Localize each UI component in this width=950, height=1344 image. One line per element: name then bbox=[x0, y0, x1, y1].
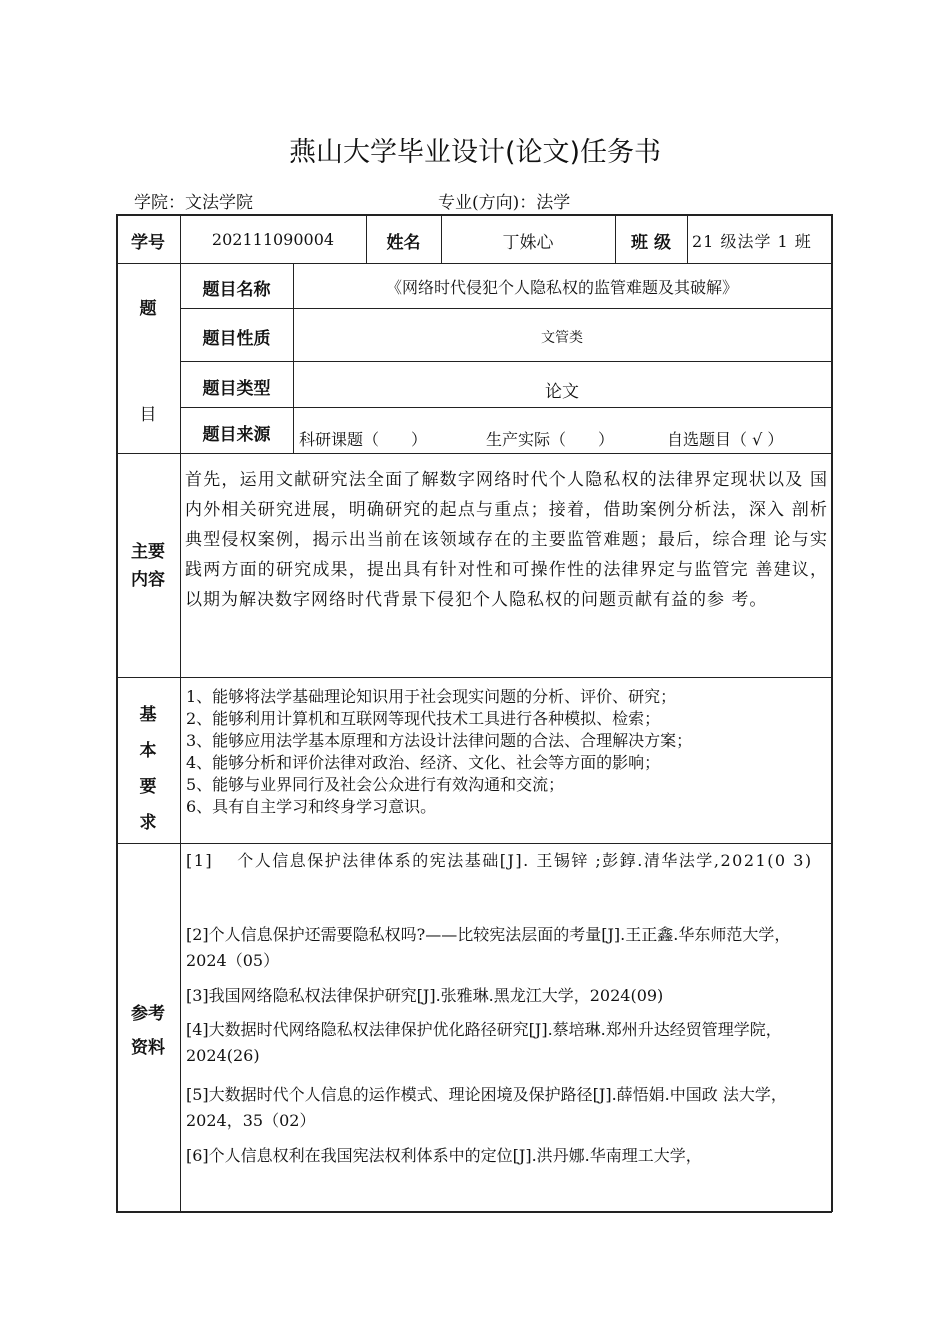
requirements-label-char: 求 bbox=[139, 813, 157, 833]
content-label-line2: 内容 bbox=[131, 570, 165, 590]
topic-source-label: 题目来源 bbox=[202, 425, 271, 445]
topic-type-value: 论文 bbox=[545, 382, 579, 402]
name-value: 丁姝心 bbox=[502, 233, 554, 253]
requirements-label-char: 要 bbox=[139, 777, 157, 797]
requirements-label-char: 本 bbox=[139, 741, 157, 761]
content-text: 首先，运用文献研究法全面了解数字网络时代个人隐私权的法律界定现状以及 国内外相关研究进展，明确研究的起点与重点；接着，借助案例分析法，深入 剖析典型侵权案例，揭示出当前在该领域存在的主要监管难题；最后，综合理 论与实践两方面的研究成果，提出具有针对性和可操作性的法律界定与监管完 善建议，以期为解决数字网络时代背景下侵犯个人隐私权的问题贡献有益的参 考。 bbox=[185, 470, 828, 610]
reference-item: [6]个人信息权利在我国宪法权利体系中的定位[J].洪丹娜.华南理工大学， bbox=[186, 1146, 702, 1165]
requirements-label bbox=[116, 697, 180, 841]
references-label-line2: 资料 bbox=[131, 1038, 165, 1058]
class-value: 21 级法学 1 班 bbox=[692, 232, 812, 251]
topic-section-char2: 目 bbox=[139, 405, 157, 425]
student-id-label: 学号 bbox=[131, 233, 165, 253]
requirements-list bbox=[186, 686, 826, 818]
topic-section-char1: 题 bbox=[139, 299, 157, 319]
requirement-item: 3、能够应用法学基本原理和方法设计法律问题的合法、合理解决方案； bbox=[186, 731, 693, 750]
requirements-label-char: 基 bbox=[139, 705, 157, 725]
reference-item: [5]大数据时代个人信息的运作模式、理论困境及保护路径[J].薛悟娟.中国政 法大学，2024，35（02） bbox=[186, 1085, 787, 1130]
topic-type-label: 题目类型 bbox=[202, 379, 271, 399]
college: 学院：文法学院 bbox=[134, 193, 253, 213]
page-title: 燕山大学毕业设计(论文)任务书 bbox=[288, 137, 662, 168]
reference-item: [1] 个人信息保护法律体系的宪法基础[J]. 王锡锌 ;彭錞.清华法学,2021(0 3) bbox=[186, 851, 813, 870]
requirement-item: 5、能够与业界同行及社会公众进行有效沟通和交流； bbox=[186, 775, 565, 794]
reference-item: [3]我国网络隐私权法律保护研究[J].张雅琳.黑龙江大学，2024(09) bbox=[186, 986, 664, 1005]
major: 专业(方向)：法学 bbox=[438, 193, 571, 213]
source-option-production: 生产实际（ ） bbox=[486, 430, 615, 449]
requirement-item: 4、能够分析和评价法律对政治、经济、文化、社会等方面的影响； bbox=[186, 753, 661, 772]
content-label-line1: 主要 bbox=[131, 542, 165, 562]
requirement-item: 1、能够将法学基础理论知识用于社会现实问题的分析、评价、研究； bbox=[186, 687, 677, 706]
class-label: 班 级 bbox=[631, 233, 671, 253]
name-label: 姓名 bbox=[386, 233, 421, 253]
topic-nature-value: 文管类 bbox=[541, 330, 583, 346]
source-option-self-selected: 自选题目（ √ ） bbox=[667, 430, 784, 449]
references-label bbox=[116, 997, 180, 1065]
topic-name-value: 《网络时代侵犯个人隐私权的监管难题及其破解》 bbox=[385, 278, 738, 297]
topic-nature-label: 题目性质 bbox=[202, 329, 271, 349]
requirement-item: 2、能够利用计算机和互联网等现代技术工具进行各种模拟、检索； bbox=[186, 709, 661, 728]
requirement-item: 6、具有自主学习和终身学习意识。 bbox=[186, 797, 437, 816]
student-id-value: 202111090004 bbox=[211, 230, 335, 249]
content-label bbox=[116, 538, 180, 594]
reference-item: [2]个人信息保护还需要隐私权吗?——比较宪法层面的考量[J].王正鑫.华东师范大学，2024（05） bbox=[186, 925, 791, 970]
source-option-research: 科研课题（ ） bbox=[299, 430, 428, 449]
topic-name-label: 题目名称 bbox=[202, 280, 271, 300]
reference-item: [4]大数据时代网络隐私权法律保护优化路径研究[J].蔡培琳.郑州升达经贸管理学院，2024(26) bbox=[186, 1020, 782, 1065]
references-label-line1: 参考 bbox=[131, 1004, 165, 1024]
